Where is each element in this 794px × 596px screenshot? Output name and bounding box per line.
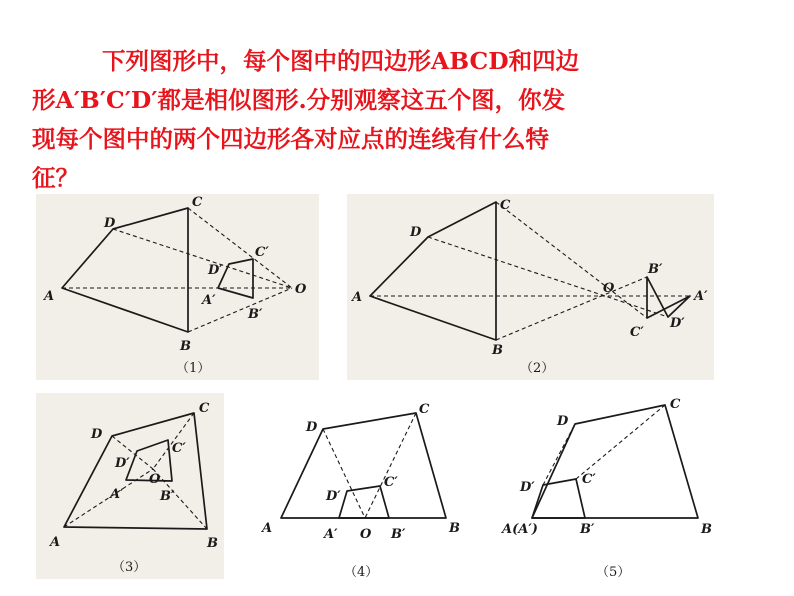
- figure-4-ray-c: [365, 413, 416, 518]
- figure-4-label-b1: B′: [391, 527, 406, 542]
- question-line-1: 下列图形中，每个图中的四边形ABCD和四边: [102, 47, 580, 75]
- figure-1-label-b1: B′: [248, 307, 263, 322]
- figure-5-label-d1: D′: [520, 480, 535, 495]
- figure-3-label-b: B: [207, 536, 218, 551]
- figure-3-background: [36, 393, 224, 579]
- figure-3-label-b1: B′: [160, 489, 175, 504]
- figure-3-label-o: O: [149, 472, 161, 487]
- figure-5: [500, 397, 712, 580]
- figure-4-label-a: A: [262, 521, 273, 536]
- figure-5-label-b: B: [701, 522, 712, 537]
- figure-4-caption: （4）: [344, 565, 379, 580]
- figure-1-label-a1: A′: [202, 293, 216, 308]
- figure-3-label-d: D: [91, 427, 103, 442]
- figure-3-label-c1: C′: [172, 441, 186, 456]
- figure-1-label-b: B: [180, 339, 191, 354]
- figure-5-label-c: C: [670, 397, 681, 412]
- question-line-2: 形A′B′C′D′都是相似图形.分别观察这五个图，你发: [32, 86, 566, 114]
- figure-4-label-a1: A′: [324, 527, 338, 542]
- figure-4-label-d1: D′: [326, 489, 341, 504]
- figure-5-caption: （5）: [596, 565, 631, 580]
- figure-1-label-d: D: [104, 216, 116, 231]
- figure-3-label-a1: A′: [110, 487, 124, 502]
- figure-1: [36, 194, 319, 380]
- figure-2-label-c1: C′: [630, 325, 644, 340]
- figure-2-background: [347, 194, 714, 380]
- figure-5-ray-c: [576, 405, 665, 479]
- figure-5-ray-d: [543, 424, 575, 485]
- figure-4-quad-a1b1c1d1: [339, 486, 389, 518]
- figure-3-label-c: C: [199, 401, 210, 416]
- figure-2: [347, 194, 714, 380]
- figure-5-label-b1: B′: [580, 522, 595, 537]
- figure-2-label-a1: A′: [694, 289, 708, 304]
- figure-1-label-c: C: [192, 195, 203, 210]
- question-line-3: 现每个图中的两个四边形各对应点的连线有什么特: [32, 125, 549, 153]
- figure-2-label-b1: B′: [648, 262, 663, 277]
- question-line-4: 征？: [32, 164, 79, 192]
- figure-4-label-d: D: [306, 420, 318, 435]
- figure-2-label-c: C: [500, 198, 511, 213]
- figure-1-label-a: A: [44, 289, 55, 304]
- figure-1-label-c1: C′: [255, 245, 269, 260]
- figure-2-label-d: D: [410, 225, 422, 240]
- figure-4-label-o: O: [360, 527, 372, 542]
- figure-2-label-b: B: [492, 343, 503, 358]
- figure-3-label-a: A: [50, 535, 61, 550]
- figure-3-caption: （3）: [112, 560, 147, 575]
- figure-1-caption: （1）: [176, 361, 211, 376]
- figure-1-label-d1: D′: [208, 263, 223, 278]
- figure-4-label-b: B: [449, 521, 460, 536]
- figure-5-quad-a1b1c1d1: [532, 479, 585, 518]
- figure-2-label-a: A: [352, 290, 363, 305]
- figure-2-label-d1: D′: [670, 316, 685, 331]
- figure-2-caption: （2）: [520, 361, 555, 376]
- figure-3: [36, 393, 224, 579]
- figure-1-label-o: O: [295, 282, 307, 297]
- figure-4-ray-d: [323, 429, 365, 518]
- figure-4-label-c: C: [419, 402, 430, 417]
- figure-5-label-a: A(A′): [502, 522, 538, 537]
- figure-4: [260, 402, 460, 580]
- figure-1-background: [36, 194, 319, 380]
- figure-3-label-d1: D′: [115, 456, 130, 471]
- figure-5-label-d: D: [557, 414, 569, 429]
- figure-5-label-c1: C′: [582, 472, 596, 487]
- figure-2-label-o: O: [603, 281, 615, 296]
- figure-4-label-c1: C′: [384, 475, 398, 490]
